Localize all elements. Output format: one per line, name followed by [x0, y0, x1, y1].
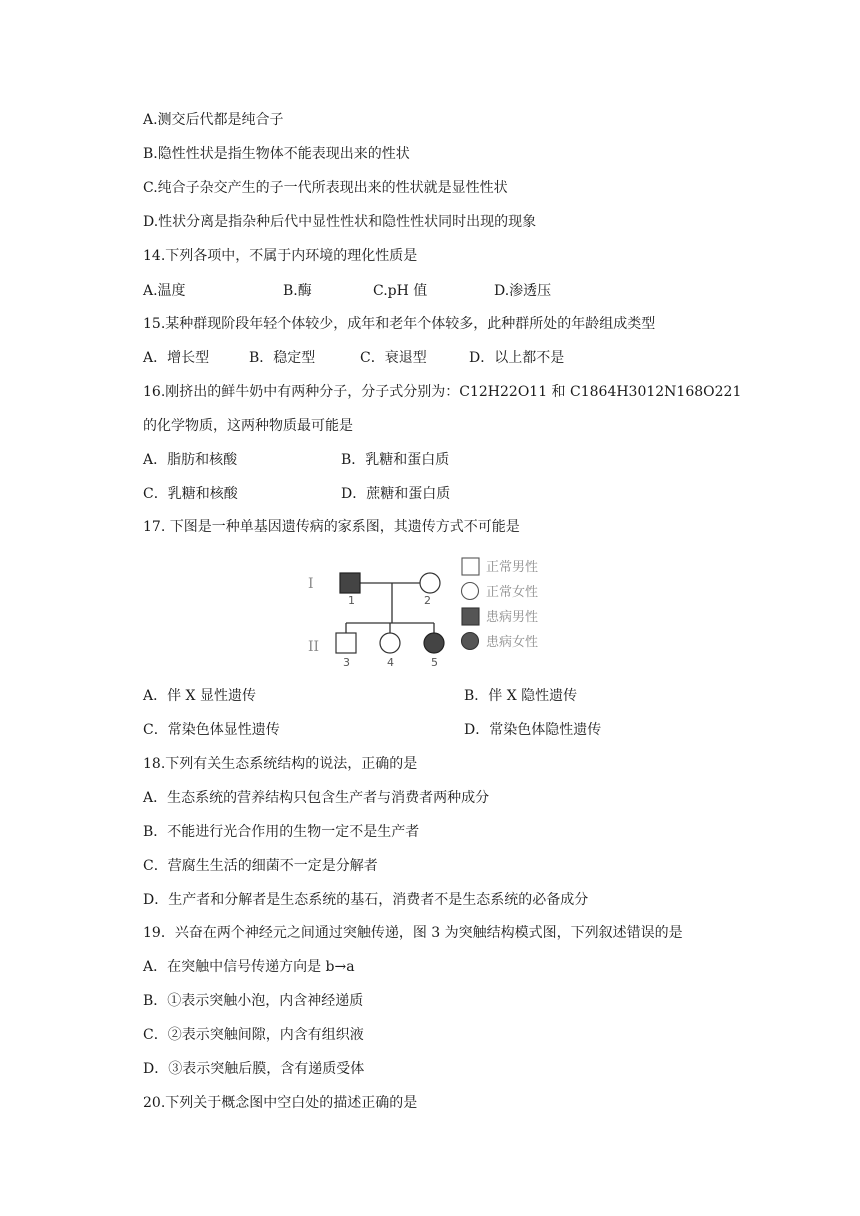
q19-stem: 19．兴奋在两个神经元之间通过突触传递，图 3 为突触结构模式图，下列叙述错误的是: [143, 925, 683, 941]
q17-option-d: D．常染色体隐性遗传: [464, 722, 602, 738]
q13-option-d: D.性状分离是指杂种后代中显性性状和隐性性状同时出现的现象: [143, 214, 537, 230]
individual-2-number: 2: [424, 594, 431, 607]
individual-2-normal-female: [420, 573, 440, 593]
q14-stem: 14.下列各项中，不属于内环境的理化性质是: [143, 248, 418, 264]
q14-option-a: A.温度: [143, 283, 186, 299]
legend-affected-female-icon: [462, 633, 479, 650]
legend-affected-male-icon: [462, 608, 479, 625]
q19-option-c: C．②表示突触间隙，内含有组织液: [143, 1027, 364, 1043]
q14-option-b: B.酶: [283, 283, 312, 299]
q13-option-c: C.纯合子杂交产生的子一代所表现出来的性状就是显性性状: [143, 180, 508, 196]
q20-stem: 20.下列关于概念图中空白处的描述正确的是: [143, 1095, 418, 1111]
q18-option-b: B．不能进行光合作用的生物一定不是生产者: [143, 824, 420, 840]
legend-affected-female-label: 患病女性: [486, 635, 539, 650]
q13-option-a: A.测交后代都是纯合子: [143, 112, 284, 128]
individual-1-affected-male: [340, 573, 360, 593]
q19-option-d: D．③表示突触后膜，含有递质受体: [143, 1061, 365, 1077]
q15-option-a: A．增长型: [143, 350, 210, 366]
individual-5-number: 5: [431, 656, 438, 669]
q15-option-b: B．稳定型: [249, 350, 316, 366]
q19-option-a: A．在突触中信号传递方向是 b→a: [143, 959, 355, 975]
q16-stem-line1: 16.刚挤出的鲜牛奶中有两种分子，分子式分别为：C12H22O11 和 C1864H3012N168O221: [143, 384, 742, 400]
legend-normal-male-label: 正常男性: [486, 560, 539, 575]
q13-option-b: B.隐性性状是指生物体不能表现出来的性状: [143, 146, 410, 162]
q18-option-c: C．营腐生生活的细菌不一定是分解者: [143, 858, 378, 874]
q15-stem: 15.某种群现阶段年轻个体较少，成年和老年个体较多，此种群所处的年龄组成类型: [143, 316, 656, 332]
q18-option-a: A．生态系统的营养结构只包含生产者与消费者两种成分: [143, 790, 490, 806]
individual-3-number: 3: [343, 656, 350, 669]
q16-option-b: B．乳糖和蛋白质: [341, 452, 450, 468]
q17-option-a: A．伴 X 显性遗传: [143, 688, 256, 704]
q19-option-b: B．①表示突触小泡，内含神经递质: [143, 993, 364, 1009]
individual-1-number: 1: [348, 594, 355, 607]
legend-affected-male-label: 患病男性: [486, 610, 539, 625]
q14-option-c: C.pH 值: [373, 283, 428, 299]
individual-4-normal-female: [380, 633, 400, 653]
q17-option-c: C．常染色体显性遗传: [143, 722, 280, 738]
q16-option-d: D．蔗糖和蛋白质: [341, 486, 451, 502]
q15-option-d: D．以上都不是: [469, 350, 565, 366]
individual-4-number: 4: [387, 656, 394, 669]
individual-3-normal-male: [336, 633, 356, 653]
q17-stem: 17. 下图是一种单基因遗传病的家系图，其遗传方式不可能是: [143, 519, 520, 535]
q16-option-a: A．脂肪和核酸: [143, 452, 238, 468]
q17-option-b: B．伴 X 隐性遗传: [464, 688, 578, 704]
generation-1-label: I: [308, 576, 314, 592]
legend-normal-female-label: 正常女性: [486, 585, 539, 600]
q15-option-c: C．衰退型: [360, 350, 427, 366]
generation-2-label: II: [308, 639, 320, 655]
q18-option-d: D．生产者和分解者是生态系统的基石，消费者不是生态系统的必备成分: [143, 892, 589, 908]
q18-stem: 18.下列有关生态系统结构的说法，正确的是: [143, 756, 418, 772]
legend-normal-male-icon: [462, 558, 479, 575]
q14-option-d: D.渗透压: [494, 283, 552, 299]
q16-option-c: C．乳糖和核酸: [143, 486, 238, 502]
individual-5-affected-female: [424, 633, 444, 653]
pedigree-chart: [300, 548, 560, 673]
legend-normal-female-icon: [462, 583, 479, 600]
q16-stem-line2: 的化学物质，这两种物质最可能是: [143, 418, 353, 434]
